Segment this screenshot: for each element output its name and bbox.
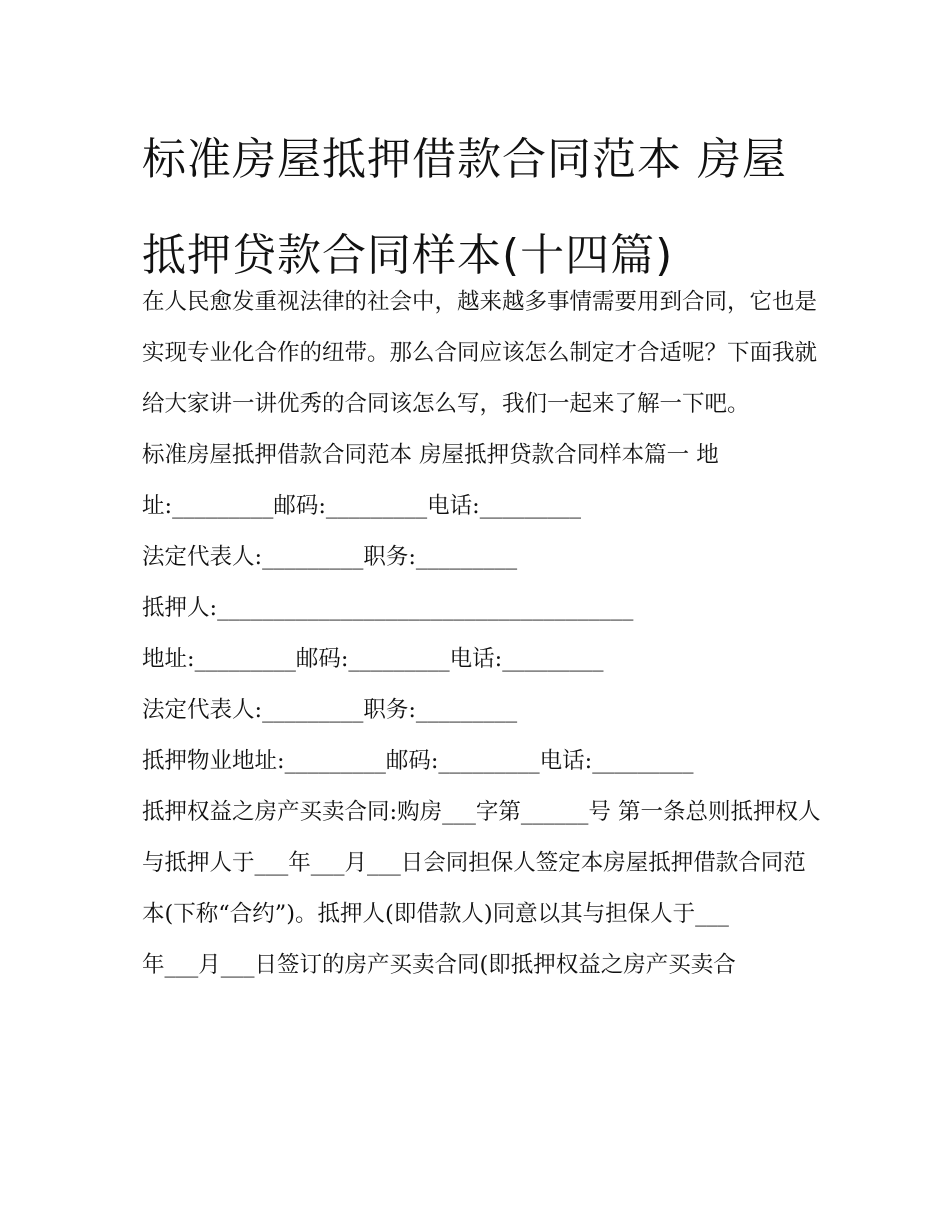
- body-line: 抵押物业地址:_________邮码:_________电话:_________: [142, 748, 694, 774]
- body-line: 地址:_________邮码:_________电话:_________: [142, 646, 604, 672]
- body-line: 法定代表人:_________职务:_________: [142, 544, 518, 570]
- body-line: 法定代表人:_________职务:_________: [142, 697, 518, 723]
- intro-paragraph: 在人民愈发重视法律的社会中，越来越多事情需要用到合同，它也是实现专业化合作的纽带。那么合同应该怎么制定才合适呢？下面我就给大家讲一讲优秀的合同该怎么写，我们一起来了解一下吧。: [142, 289, 818, 417]
- body-line: 标准房屋抵押借款合同范本 房屋抵押贷款合同样本篇一 地址:_________邮码:_________电话:_________: [142, 442, 719, 519]
- document-body: [142, 277, 822, 991]
- body-line: 抵押人:_____________________________________: [142, 595, 634, 621]
- document-title: 标准房屋抵押借款合同范本 房屋抵押贷款合同样本(十四篇): [142, 134, 787, 281]
- body-line: 抵押权益之房产买卖合同:购房___字第______号 第一条总则抵押权人与抵押人于___年___月___日会同担保人签定本房屋抵押借款合同范本(下称“合约”)。抵押人(即借款人)同意以其与担保人于___: [142, 799, 821, 927]
- body-line: 年___月___日签订的房产买卖合同(即抵押权益之房产买卖合: [142, 952, 736, 978]
